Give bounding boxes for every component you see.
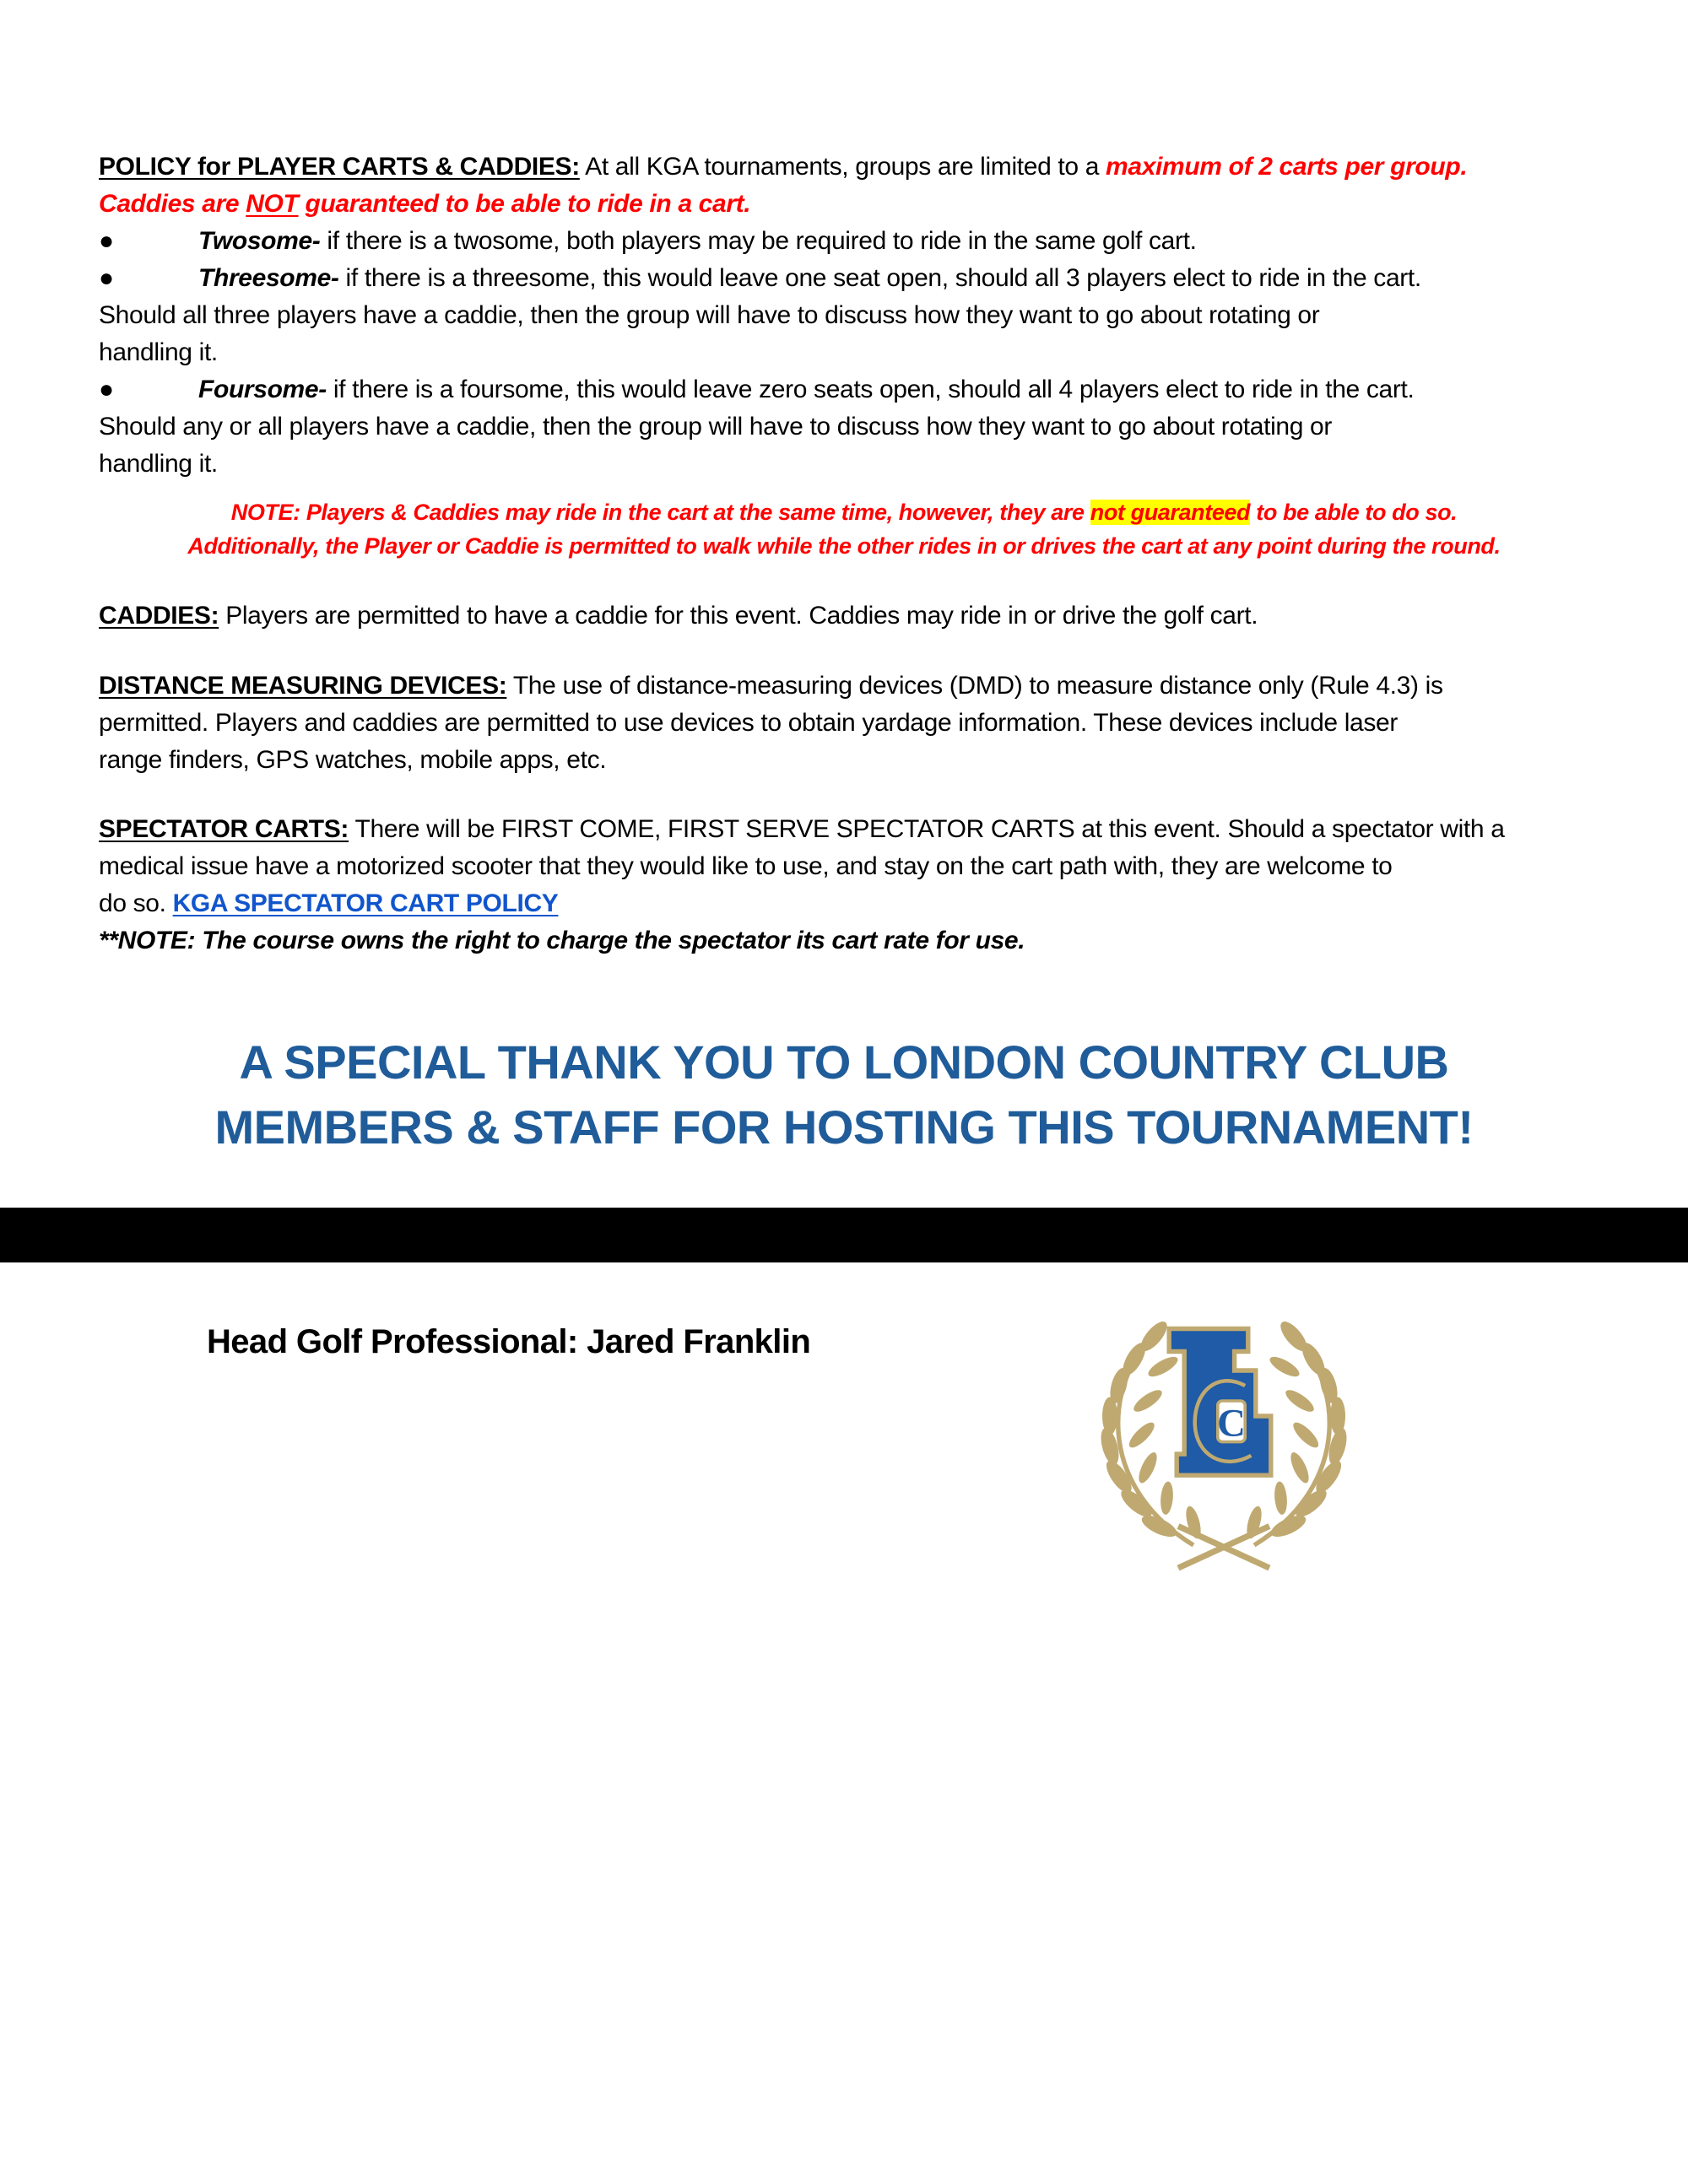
dmd-line-1 [99, 668, 1443, 705]
bullet-icon: ● [99, 376, 114, 403]
note-line-1 [0, 495, 1688, 529]
note-line-2: Additionally, the Player or Caddie is permitted to walk while the other rides in or drives the cart at any point during the round. [187, 533, 1501, 559]
thank-you-line-2: MEMBERS & STAFF FOR HOSTING THIS TOURNAMENT! [214, 1100, 1474, 1154]
dmd-line-3: range finders, GPS watches, mobile apps, etc. [99, 746, 607, 774]
spectator-text: There will be FIRST COME, FIRST SERVE SPECTATOR CARTS at this event. Should a spectator with a [349, 815, 1505, 843]
item-text: if there is a foursome, this would leave zero seats open, should all 4 players elect to ride in the cart. [326, 376, 1415, 403]
item-label: Twosome- [198, 227, 321, 255]
black-divider-bar [0, 1208, 1688, 1262]
note-text: NOTE: Players & Caddies may ride in the cart at the same time, however, they are [230, 500, 1090, 525]
spectator-cart-policy-link[interactable]: KGA SPECTATOR CART POLICY [172, 889, 559, 917]
london-country-club-logo-icon [1072, 1287, 1376, 1591]
note-text: to be able to do so. [1250, 500, 1458, 525]
policy-heading: POLICY for PLAYER CARTS & CADDIES: [99, 153, 580, 181]
bullet-icon: ● [99, 227, 114, 255]
spectator-line-1 [99, 811, 1505, 848]
list-item-twosome [99, 223, 1197, 260]
item-label: Threesome- [198, 264, 339, 292]
list-item-threesome [99, 260, 1421, 297]
item-text: if there is a twosome, both players may be required to ride in the same golf cart. [320, 227, 1197, 255]
list-item-foursome [99, 371, 1414, 408]
thank-you-line-1: A SPECIAL THANK YOU TO LONDON COUNTRY CLUB [239, 1035, 1449, 1089]
caddies-paragraph [99, 597, 1258, 635]
caddies-text: Players are permitted to have a caddie for this event. Caddies may ride in or drive the golf cart. [219, 602, 1258, 630]
spectator-line-2: medical issue have a motorized scooter that they would like to use, and stay on the cart path with, they are welcome to [99, 852, 1393, 880]
foursome-continuation-1: Should any or all players have a caddie, then the group will have to discuss how they want to go about rotating or [99, 413, 1333, 441]
caddie-warning-not: NOT [246, 190, 299, 218]
spectator-note: **NOTE: The course owns the right to charge the spectator its cart rate for use. [99, 927, 1025, 954]
dmd-text: The use of distance-measuring devices (DMD) to measure distance only (Rule 4.3) is [506, 672, 1443, 700]
foursome-continuation-2: handling it. [99, 450, 218, 478]
item-label: Foursome- [198, 376, 327, 403]
policy-line-1 [99, 149, 1467, 186]
spectator-heading: SPECTATOR CARTS: [99, 815, 349, 843]
policy-intro: At all KGA tournaments, groups are limited to a [579, 153, 1106, 181]
note-highlight: not guaranteed [1090, 500, 1251, 525]
bullet-icon: ● [99, 264, 114, 292]
caddie-warning [99, 186, 750, 223]
caddie-warning-pre: Caddies are [99, 190, 246, 218]
spectator-line-3 [99, 885, 558, 922]
threesome-continuation-1: Should all three players have a caddie, then the group will have to discuss how they want to go about rotating or [99, 301, 1320, 329]
head-pro-label: Head Golf Professional: Jared Franklin [207, 1323, 811, 1360]
threesome-continuation-2: handling it. [99, 338, 218, 366]
svg-text:C: C [1217, 1401, 1246, 1446]
cart-limit-emphasis: maximum of 2 carts per group. [1106, 153, 1468, 181]
item-text: if there is a threesome, this would leave one seat open, should all 3 players elect to ride in the cart. [338, 264, 1421, 292]
caddie-warning-post: guaranteed to be able to ride in a cart. [298, 190, 751, 218]
dmd-heading: DISTANCE MEASURING DEVICES: [99, 672, 507, 700]
spectator-text: do so. [99, 889, 173, 917]
caddies-heading: CADDIES: [99, 602, 219, 630]
dmd-line-2: permitted. Players and caddies are permitted to use devices to obtain yardage information. These devices include laser [99, 709, 1399, 737]
